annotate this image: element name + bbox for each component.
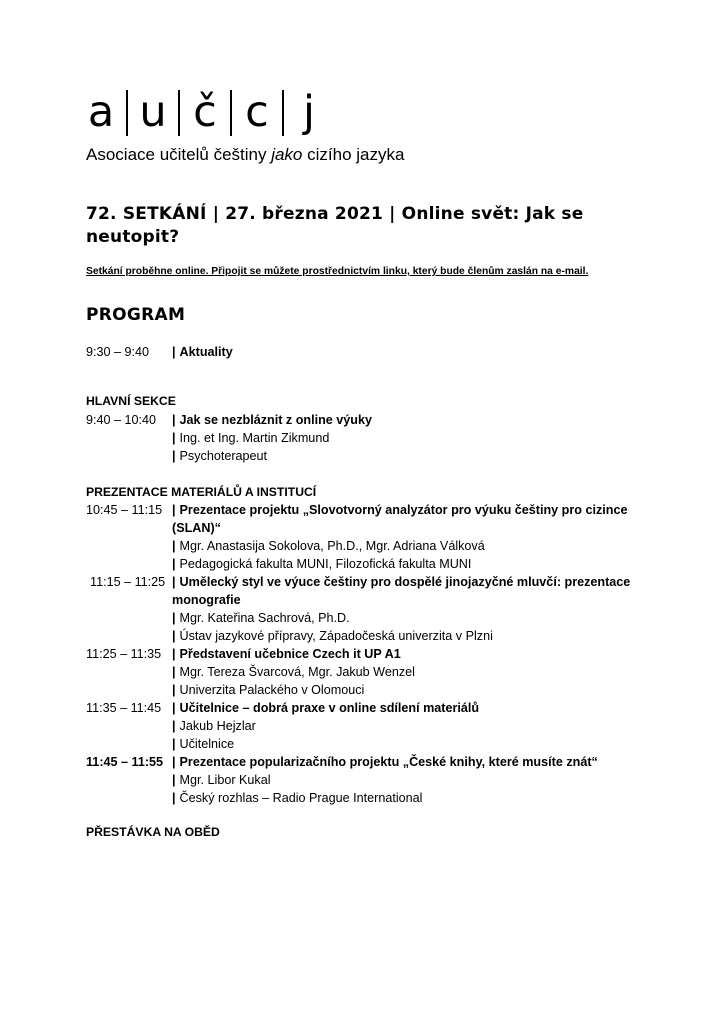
- presentation-speaker-row: [172, 609, 350, 627]
- presentation-affiliation: Učitelnice: [179, 737, 235, 751]
- presentation-affiliation-row: [172, 681, 364, 699]
- presentation-affiliation: Pedagogická fakulta MUNI, Filozofická fakulta MUNI: [179, 557, 472, 571]
- presentation-time: 11:35 – 11:45: [86, 701, 162, 715]
- separator: |: [172, 413, 176, 427]
- presentation-speaker-row: [172, 663, 415, 681]
- separator: |: [172, 701, 176, 715]
- presentation-title-continued: (SLAN)“: [172, 521, 221, 535]
- presentation-title-row: [172, 645, 401, 663]
- presentation-time: 10:45 – 11:15: [86, 503, 163, 517]
- logo-letter: c: [245, 87, 269, 137]
- presentation-speaker-row: [172, 537, 485, 555]
- presentation-affiliation: Ústav jazykové přípravy, Západočeská univerzita v Plzni: [179, 629, 493, 643]
- presentation-time: 11:15 – 11:25: [90, 575, 166, 589]
- presentation-speaker-row: [172, 717, 256, 735]
- presentation-title: Představení učebnice Czech it UP A1: [179, 647, 401, 661]
- separator: |: [172, 539, 176, 553]
- logo-divider: [282, 90, 284, 136]
- separator: |: [172, 557, 176, 571]
- separator: |: [172, 431, 176, 445]
- separator: |: [172, 629, 176, 643]
- separator: |: [172, 345, 176, 359]
- presentation-speaker: Mgr. Libor Kukal: [179, 773, 271, 787]
- presentation-speaker: Jakub Hejzlar: [179, 719, 256, 733]
- separator: |: [172, 737, 176, 751]
- presentation-affiliation-row: [172, 735, 234, 753]
- lunch-break-heading: PŘESTÁVKA NA OBĚD: [86, 825, 220, 839]
- aucj-logo: [84, 88, 326, 136]
- separator: |: [172, 719, 176, 733]
- news-time: 9:30 – 9:40: [86, 345, 150, 359]
- separator: |: [172, 683, 176, 697]
- presentation-affiliation-row: [172, 627, 493, 645]
- presentation-speaker-row: [172, 771, 271, 789]
- separator: |: [172, 575, 176, 589]
- tagline-text: Asociace učitelů češtiny: [86, 145, 272, 164]
- logo-letter: j: [303, 87, 315, 137]
- presentation-title-row: [172, 573, 630, 591]
- main-section-speaker: Ing. et Ing. Martin Zikmund: [179, 431, 330, 445]
- online-notice: Setkání proběhne online. Připojit se můžete prostřednictvím linku, který bude členům zaslán na e-mail.: [86, 266, 589, 277]
- separator: |: [172, 773, 176, 787]
- presentation-title: Učitelnice – dobrá praxe v online sdílení materiálů: [179, 701, 480, 715]
- presentation-title-continued: monografie: [172, 593, 241, 607]
- presentation-time: 11:25 – 11:35: [86, 647, 162, 661]
- separator: |: [172, 449, 176, 463]
- logo-divider: [178, 90, 180, 136]
- meeting-title: 72. SETKÁNÍ | 27. března 2021 | Online svět: Jak se neutopit?: [86, 204, 584, 247]
- tagline-text-end: cizího jazyka: [302, 145, 405, 164]
- presentation-title: Umělecký styl ve výuce češtiny pro dospělé jinojazyčné mluvčí: prezentace: [179, 575, 631, 589]
- logo-letter: č: [193, 87, 217, 137]
- presentation-affiliation-row: [172, 555, 471, 573]
- logo-letter: u: [139, 87, 167, 137]
- separator: |: [172, 647, 176, 661]
- presentation-speaker: Mgr. Anastasija Sokolova, Ph.D., Mgr. Adriana Válková: [179, 539, 485, 553]
- presentation-title-row: [172, 501, 627, 519]
- logo-letter: a: [87, 87, 115, 137]
- separator: |: [172, 503, 176, 517]
- main-section-affiliation-row: [172, 447, 267, 465]
- presentation-speaker: Mgr. Kateřina Sachrová, Ph.D.: [179, 611, 350, 625]
- logo-divider: [126, 90, 128, 136]
- presentation-speaker: Mgr. Tereza Švarcová, Mgr. Jakub Wenzel: [179, 665, 415, 679]
- tagline-italic: jako: [271, 145, 303, 164]
- main-section-affiliation: Psychoterapeut: [179, 449, 268, 463]
- presentation-affiliation-row: [172, 789, 422, 807]
- logo-tagline: [86, 145, 404, 165]
- separator: |: [172, 791, 176, 805]
- logo-divider: [230, 90, 232, 136]
- presentation-title: Prezentace projektu „Slovotvorný analyzátor pro výuku češtiny pro cizince: [179, 503, 628, 517]
- presentation-title: Prezentace popularizačního projektu „České knihy, které musíte znát“: [179, 755, 598, 769]
- presentation-title-row: [172, 699, 479, 717]
- presentation-time: 11:45 – 11:55: [86, 755, 164, 769]
- presentation-affiliation: Český rozhlas – Radio Prague International: [179, 791, 423, 805]
- program-heading: PROGRAM: [86, 305, 186, 325]
- main-section-title: Jak se nezbláznit z online výuky: [179, 413, 373, 427]
- separator: |: [172, 755, 176, 769]
- main-section-time: 9:40 – 10:40: [86, 413, 157, 427]
- separator: |: [172, 611, 176, 625]
- separator: |: [172, 665, 176, 679]
- presentation-title-row: [172, 753, 598, 771]
- news-title: Aktuality: [179, 345, 233, 359]
- news-title-row: [172, 343, 233, 361]
- main-section-speaker-row: [172, 429, 329, 447]
- presentation-affiliation: Univerzita Palackého v Olomouci: [179, 683, 365, 697]
- main-section-heading: HLAVNÍ SEKCE: [86, 394, 176, 408]
- main-section-title-row: [172, 411, 372, 429]
- presentations-heading: PREZENTACE MATERIÁLŮ A INSTITUCÍ: [86, 485, 317, 499]
